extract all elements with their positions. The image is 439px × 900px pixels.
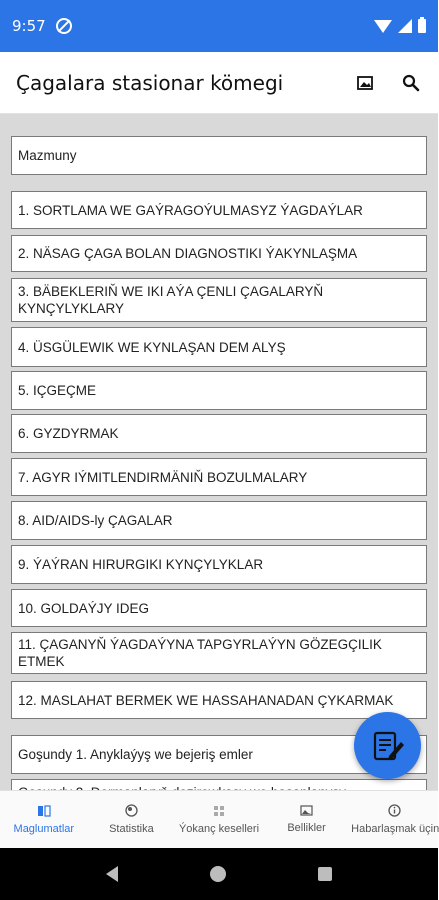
- search-icon[interactable]: [400, 72, 422, 94]
- page-title: Çagalara stasionar kömegi: [16, 70, 284, 95]
- list-item[interactable]: 8. AID/AIDS-ly ÇAGALAR: [11, 501, 427, 540]
- list-item[interactable]: 2. NÄSAG ÇAGA BOLAN DIAGNOSTIKI ÝAKYNLAŞMA: [11, 235, 427, 272]
- contents-list: [0, 114, 438, 790]
- list-item[interactable]: 1. SORTLAMA WE GAÝRAGOÝULMASYZ ÝAGDAÝLAR: [11, 191, 427, 229]
- list-item[interactable]: 9. ÝAÝRAN HIRURGIKI KYNÇYLYKLAR: [11, 545, 427, 584]
- status-icons: [374, 19, 426, 33]
- back-icon[interactable]: [106, 866, 118, 882]
- list-item[interactable]: 3. BÄBEKLERIŇ WE IKI AÝA ÇENLI ÇAGALARYŇ KYNÇYLYKLARY: [11, 278, 427, 322]
- tab-bellikler[interactable]: Bellikler: [263, 791, 351, 848]
- list-item[interactable]: 11. ÇAGANYŇ ÝAGDAÝYNA TAPGYRLAÝYN GÖZEGÇILIK ETMEK: [11, 632, 427, 674]
- list-item[interactable]: 10. GOLDAÝJY IDEG: [11, 589, 427, 627]
- wifi-icon: [374, 20, 392, 33]
- tab-habarlasmak[interactable]: Habarlaşmak üçin: [350, 791, 438, 848]
- tab-statistika[interactable]: Statistika: [88, 791, 176, 848]
- data-saver-icon: [56, 18, 72, 34]
- home-icon[interactable]: [210, 866, 226, 882]
- tab-yokanc-keselleri[interactable]: Ýokanç keselleri: [175, 791, 263, 848]
- list-item[interactable]: 4. ÜSGÜLEWIK WE KYNLAŞAN DEM ALYŞ: [11, 327, 427, 367]
- list-item[interactable]: 7. AGYR IÝMITLENDIRMÄNIŇ BOZULMALARY: [11, 458, 427, 496]
- book-icon: [37, 805, 51, 817]
- status-bar: [0, 0, 438, 52]
- battery-icon: [418, 19, 426, 33]
- app-bar: [0, 52, 438, 114]
- tab-maglumatlar[interactable]: Maglumatlar: [0, 791, 88, 848]
- signal-icon: [398, 19, 412, 33]
- status-time: 9:57: [12, 17, 46, 35]
- list-item[interactable]: 6. GYZDYRMAK: [11, 414, 427, 453]
- grid-icon: [213, 805, 225, 817]
- list-item[interactable]: 12. MASLAHAT BERMEK WE HASSAHANADAN ÇYKARMAK: [11, 681, 427, 719]
- bottom-nav: [0, 790, 438, 848]
- edit-note-button[interactable]: [354, 712, 421, 779]
- info-icon: [388, 804, 401, 817]
- image-icon[interactable]: [354, 72, 376, 94]
- list-item[interactable]: 5. IÇGEÇME: [11, 371, 427, 410]
- image-icon: [300, 805, 313, 816]
- edit-note-icon: [370, 728, 406, 764]
- system-nav-bar: [0, 848, 438, 900]
- list-item[interactable]: Goşundy 1. Anyklaýyş we bejeriş emler: [11, 735, 427, 774]
- list-item-contents[interactable]: Mazmuny: [11, 136, 427, 175]
- recents-icon[interactable]: [318, 867, 332, 881]
- globe-icon: [125, 804, 138, 817]
